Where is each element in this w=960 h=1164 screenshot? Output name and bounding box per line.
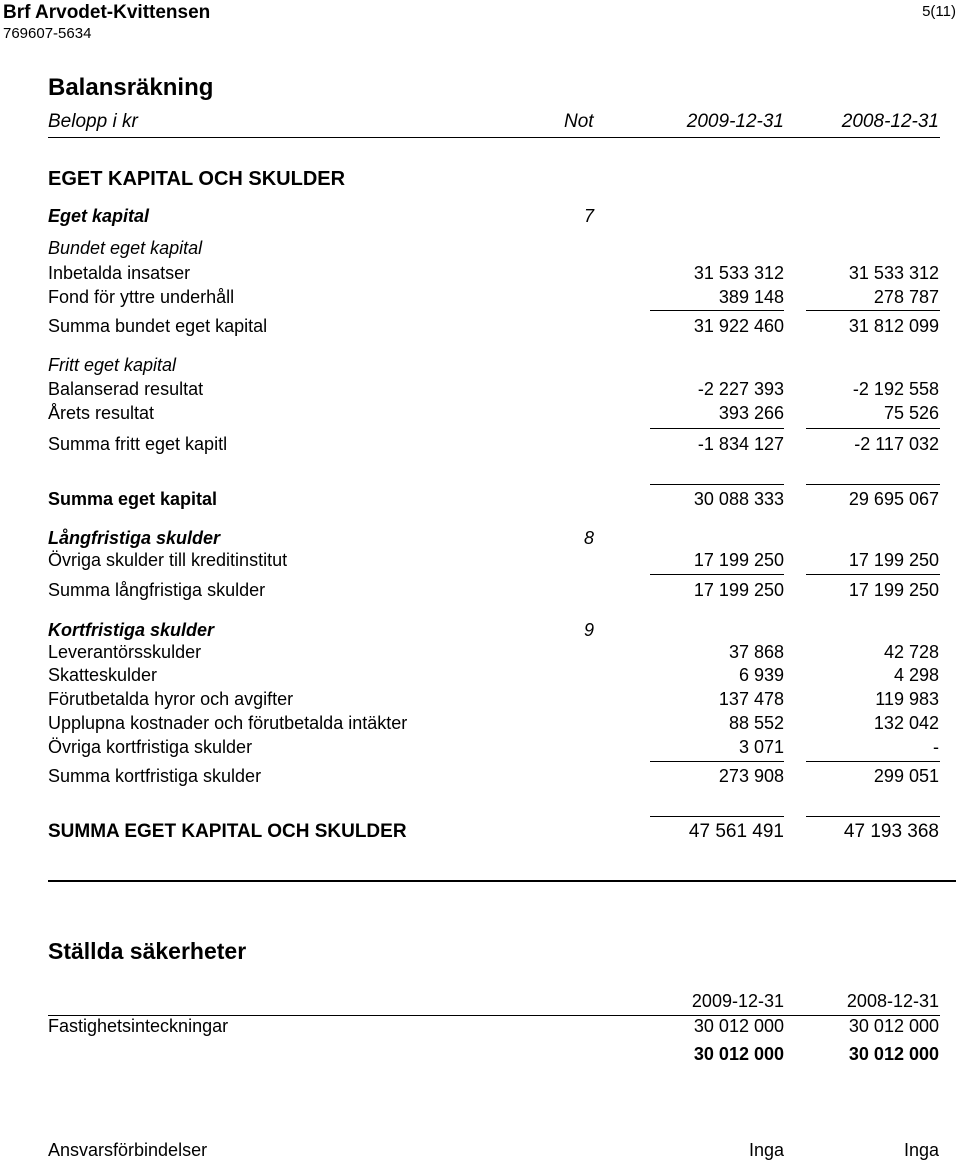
row-value-2009: 31 533 312 <box>693 263 784 283</box>
row-value-2008: Inga <box>903 1140 939 1160</box>
row-label: Leverantörsskulder <box>48 642 202 662</box>
row-note: 8 <box>584 528 595 548</box>
row-summa-lang <box>0 580 960 604</box>
header-divider <box>48 137 940 138</box>
row-value-2008: 29 695 067 <box>848 489 939 509</box>
row-label: Långfristiga skulder <box>48 528 221 548</box>
row-value-2008: - <box>933 737 939 757</box>
row-label: Övriga skulder till kreditinstitut <box>48 550 288 570</box>
column-header-note: Not <box>564 111 594 132</box>
row-value-2008: 17 199 250 <box>848 580 939 600</box>
row-inbetalda <box>0 263 960 287</box>
row-kortfristiga <box>0 620 960 644</box>
row-langfristiga <box>0 528 960 552</box>
row-summa-bundet <box>0 316 960 340</box>
column-header-amount: Belopp i kr <box>48 111 138 132</box>
row-value-2008: 30 012 000 <box>848 1016 939 1036</box>
row-label: Övriga kortfristiga skulder <box>48 737 253 757</box>
organization-number: 769607-5634 <box>3 25 92 42</box>
page-number: 5(11) <box>922 3 956 20</box>
row-value-2008: 299 051 <box>873 766 939 786</box>
securities-year1: 2009-12-31 <box>691 991 784 1011</box>
sum-rule <box>650 761 784 762</box>
row-value-2009: 47 561 491 <box>688 821 784 842</box>
row-skatte <box>0 665 960 689</box>
row-value-2008: 42 728 <box>883 642 939 662</box>
row-label: Förutbetalda hyror och avgifter <box>48 689 294 709</box>
row-note: 9 <box>584 620 595 640</box>
row-value-2009: 6 939 <box>738 665 784 685</box>
row-arets <box>0 403 960 427</box>
sum-rule <box>650 428 784 429</box>
row-value-2008: 119 983 <box>875 689 939 709</box>
column-header-year2: 2008-12-31 <box>841 111 939 132</box>
row-fond <box>0 287 960 311</box>
row-value-2008: 31 812 099 <box>848 316 939 336</box>
row-bundet-title <box>0 238 960 262</box>
row-value-2009: -2 227 393 <box>697 379 784 399</box>
row-value-2008: 47 193 368 <box>843 821 939 842</box>
row-value-2009: 3 071 <box>738 737 784 757</box>
row-summa-kort <box>0 766 960 790</box>
organization-name: Brf Arvodet-Kvittensen <box>3 2 211 23</box>
row-value-2009: 393 266 <box>718 403 784 423</box>
row-value-2009: 30 088 333 <box>693 489 784 509</box>
row-ovriga-kort <box>0 737 960 761</box>
row-value-2009: 88 552 <box>728 713 784 733</box>
row-label: SUMMA EGET KAPITAL OCH SKULDER <box>48 821 407 842</box>
row-value-2008: 278 787 <box>873 287 939 307</box>
row-label: Fond för yttre underhåll <box>48 287 235 307</box>
row-label: Ansvarsförbindelser <box>48 1140 208 1160</box>
row-summa-total <box>0 821 960 845</box>
row-value-2008: -2 117 032 <box>854 434 939 454</box>
row-label: Balanserad resultat <box>48 379 204 399</box>
sum-rule <box>806 816 940 817</box>
row-value-2009: 37 868 <box>728 642 784 662</box>
row-value-2009: 30 012 000 <box>693 1044 784 1064</box>
row-upplupna <box>0 713 960 737</box>
row-value-2009: 30 012 000 <box>693 1016 784 1036</box>
row-note: 7 <box>584 206 595 226</box>
row-label: Summa eget kapital <box>48 489 218 509</box>
securities-year2: 2008-12-31 <box>846 991 939 1011</box>
row-value-2008: 75 526 <box>883 403 939 423</box>
row-label: Kortfristiga skulder <box>48 620 215 640</box>
row-value-2008: 132 042 <box>873 713 939 733</box>
sum-rule <box>806 428 940 429</box>
row-value-2008: -2 192 558 <box>852 379 939 399</box>
securities-title: Ställda säkerheter <box>48 938 247 964</box>
section-title: EGET KAPITAL OCH SKULDER <box>48 168 346 190</box>
row-fastighet <box>0 1016 960 1040</box>
sum-rule <box>806 574 940 575</box>
sum-rule <box>650 484 784 485</box>
row-label: Årets resultat <box>48 403 155 423</box>
row-label: Bundet eget kapital <box>48 238 203 258</box>
row-value-2008: 4 298 <box>893 665 939 685</box>
sum-rule <box>806 484 940 485</box>
sum-rule <box>650 310 784 311</box>
row-value-2009: 17 199 250 <box>693 580 784 600</box>
row-value-2008: 31 533 312 <box>848 263 939 283</box>
row-ovriga-kredit <box>0 550 960 574</box>
row-label: Fastighetsinteckningar <box>48 1016 229 1036</box>
page-title: Balansräkning <box>48 74 214 101</box>
row-securities-total <box>0 1044 960 1068</box>
row-label: Summa bundet eget kapital <box>48 316 268 336</box>
row-label: Summa kortfristiga skulder <box>48 766 262 786</box>
row-fritt-title <box>0 355 960 379</box>
row-contingent <box>0 1140 960 1164</box>
row-summa-fritt <box>0 434 960 458</box>
sum-rule <box>650 574 784 575</box>
row-label: Summa fritt eget kapitl <box>48 434 228 454</box>
row-label: Upplupna kostnader och förutbetalda intäkter <box>48 713 408 733</box>
row-value-2009: 137 478 <box>718 689 784 709</box>
row-label: Skatteskulder <box>48 665 158 685</box>
sum-rule <box>806 310 940 311</box>
row-value-2009: 17 199 250 <box>693 550 784 570</box>
row-summa-eget <box>0 489 960 513</box>
row-label: Fritt eget kapital <box>48 355 177 375</box>
section-divider <box>48 880 956 882</box>
row-value-2009: 273 908 <box>718 766 784 786</box>
sum-rule <box>806 761 940 762</box>
row-label: Inbetalda insatser <box>48 263 191 283</box>
row-label: Summa långfristiga skulder <box>48 580 266 600</box>
row-label: Eget kapital <box>48 206 150 226</box>
row-value-2009: 31 922 460 <box>693 316 784 336</box>
row-value-2009: -1 834 127 <box>697 434 784 454</box>
row-leverantor <box>0 642 960 666</box>
row-eget-kapital <box>0 206 960 230</box>
sum-rule <box>650 816 784 817</box>
row-value-2008: 17 199 250 <box>848 550 939 570</box>
row-value-2008: 30 012 000 <box>848 1044 939 1064</box>
row-balanserat <box>0 379 960 403</box>
row-value-2009: Inga <box>748 1140 784 1160</box>
row-forutbetalda <box>0 689 960 713</box>
securities-header-row <box>0 991 960 1015</box>
column-header-year1: 2009-12-31 <box>686 111 784 132</box>
row-value-2009: 389 148 <box>718 287 784 307</box>
